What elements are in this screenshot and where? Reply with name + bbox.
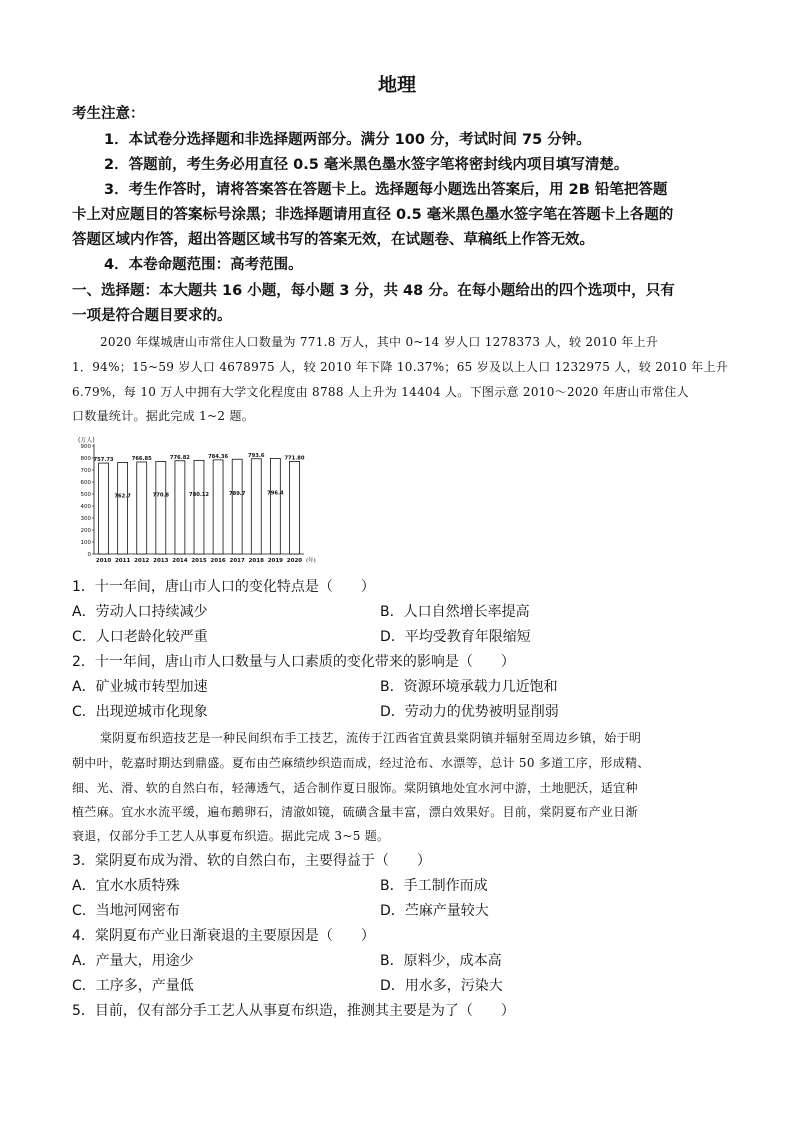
data-label-2010: 757.73 [93, 457, 114, 464]
question-4-option-b: B．原料少，成本高 [380, 953, 502, 969]
y-tick-label: 500 [80, 492, 91, 498]
notice-item-1: 1．本试卷分选择题和非选择题两部分。满分 100 分，考试时间 75 分钟。 [104, 132, 591, 148]
y-axis-label: (万人) [78, 437, 95, 444]
question-1-option-c: C．人口老龄化较严重 [72, 629, 208, 645]
x-tick-label-2018: 2018 [248, 558, 264, 564]
passage2-line-2: 朝中叶，乾嘉时期达到鼎盛。夏布由苎麻绩纱织造而成，经过沧布、水漂等，总计 50 多道工序，形成精、 [72, 756, 650, 770]
notice-item-2: 2．答题前，考生务必用直径 0.5 毫米黑色墨水签字笔将密封线内项目填写清楚。 [104, 157, 629, 173]
passage2-line-1: 棠阴夏布织造技艺是一种民间织布手工技艺，流传于江西省宜黄县棠阴镇并辐射至周边乡镇，始于明 [100, 731, 642, 745]
passage2-line-5: 衰退，仅部分手工艺人从事夏布织造。据此完成 3~5 题。 [72, 829, 390, 843]
question-2-option-c: C．出现逆城市化现象 [72, 704, 208, 720]
data-label-2018: 793.6 [248, 452, 265, 459]
question-1-stem: 1．十一年间，唐山市人口的变化特点是（ ） [72, 579, 375, 595]
notice-item-4: 4．本卷命题范围：高考范围。 [104, 257, 303, 273]
question-2-option-d: D．劳动力的优势被明显削弱 [380, 704, 559, 720]
question-1-option-d: D．平均受教育年限缩短 [380, 629, 531, 645]
question-4-option-c: C．工序多，产量低 [72, 978, 194, 994]
question-3-option-b: B．手工制作而成 [380, 878, 488, 894]
bar-2020 [289, 461, 299, 554]
exam-title: 地理 [377, 74, 416, 96]
bar-2014 [175, 461, 185, 554]
y-tick-label: 100 [80, 540, 91, 546]
bar-2011 [118, 462, 128, 554]
x-tick-label-2016: 2016 [210, 558, 226, 564]
data-label-2020: 771.80 [284, 455, 305, 462]
y-tick-label: 0 [87, 552, 91, 558]
question-3-option-a: A．宜水水质特殊 [72, 878, 180, 894]
bar-2017 [232, 459, 242, 554]
x-tick-label-2010: 2010 [95, 558, 112, 564]
y-tick-label: 600 [80, 480, 91, 486]
data-label-2013: 770.8 [152, 492, 170, 499]
x-tick-label-2019: 2019 [267, 558, 284, 564]
bar-2019 [270, 458, 280, 554]
section-heading-line-2: 一项是符合题目要求的。 [72, 308, 232, 324]
notice-item-3-cont-1: 卡上对应题目的答案标号涂黑；非选择题请用直径 0.5 毫米黑色墨水签字笔在答题卡上各题的 [72, 207, 674, 223]
passage2-line-4: 植苎麻。宜水水流平缓，遍布鹅卵石，清澈如镜，硫磺含量丰富，漂白效果好。目前，棠阴夏布产业日渐 [72, 805, 638, 819]
data-label-2016: 784.36 [208, 453, 229, 460]
data-label-2015: 780.12 [188, 491, 210, 498]
x-tick-label-2011: 2011 [114, 558, 131, 564]
passage2-line-3: 细、光、滑、软的自然白布，轻薄透气，适合制作夏日服饰。棠阴镇地处宜水河中游，土地肥沃，适宜种 [72, 781, 638, 795]
x-tick-label-2017: 2017 [229, 558, 245, 564]
y-tick-label: 200 [80, 528, 91, 534]
x-tick-label-2013: 2013 [153, 558, 169, 564]
y-tick-label: 300 [80, 516, 91, 522]
question-2-option-b: B．资源环境承载力几近饱和 [380, 679, 558, 695]
bar-2010 [99, 463, 109, 554]
bar-2013 [156, 462, 166, 554]
y-tick-label: 800 [80, 456, 91, 462]
y-tick-label: 900 [80, 444, 91, 450]
data-label-2014: 776.82 [169, 454, 190, 461]
y-tick-label: 400 [80, 504, 91, 510]
question-3-option-d: D．苎麻产量较大 [380, 903, 489, 919]
question-3-option-c: C．当地河网密布 [72, 903, 180, 919]
question-1-option-a: A．劳动人口持续减少 [72, 604, 208, 620]
data-label-2012: 766.85 [131, 455, 152, 462]
notice-item-3-cont-2: 答题区域内作答，超出答题区域书写的答案无效，在试题卷、草稿纸上作答无效。 [72, 232, 594, 248]
question-5-stem: 5．目前，仅有部分手工艺人从事夏布织造，推测其主要是为了（ ） [72, 1003, 515, 1019]
question-3-stem: 3．棠阴夏布成为滑、软的自然白布，主要得益于（ ） [72, 853, 431, 869]
bar-2018 [251, 459, 261, 554]
passage1-line-4: 口数量统计。据此完成 1~2 题。 [72, 409, 255, 423]
notice-item-3: 3．考生作答时，请将答案答在答题卡上。选择题每小题选出答案后，用 2B 铅笔把答题 [104, 182, 668, 198]
population-bar-chart [72, 432, 322, 572]
notice-heading: 考生注意： [72, 106, 145, 122]
x-tick-label-2015: 2015 [191, 558, 207, 564]
question-2-option-a: A．矿业城市转型加速 [72, 679, 208, 695]
bar-2015 [194, 460, 204, 554]
question-4-option-d: D．用水多，污染大 [380, 978, 503, 994]
x-tick-label-2014: 2014 [172, 558, 188, 564]
data-label-2017: 789.7 [228, 491, 246, 498]
x-tick-label-2020: 2020 [286, 558, 303, 564]
passage1-line-1: 2020 年煤城唐山市常住人口数量为 771.8 万人，其中 0~14 岁人口 1278373 人，较 2010 年上升 [100, 335, 659, 349]
data-label-2019: 796.4 [267, 490, 284, 497]
section-heading-line-1: 一、选择题：本大题共 16 小题，每小题 3 分，共 48 分。在每小题给出的四个选项中，只有 [72, 283, 675, 299]
x-axis-unit: (年) [306, 558, 316, 564]
question-4-stem: 4．棠阴夏布产业日渐衰退的主要原因是（ ） [72, 928, 375, 944]
data-label-2011: 762.7 [114, 493, 131, 500]
bar-2016 [213, 460, 223, 554]
passage1-line-3: 6.79%，每 10 万人中拥有大学文化程度由 8788 人上升为 14404 人。下图示意 2010～2020 年唐山市常住人 [72, 385, 689, 399]
question-2-stem: 2．十一年间，唐山市人口数量与人口素质的变化带来的影响是（ ） [72, 654, 515, 670]
x-tick-label-2012: 2012 [134, 558, 150, 564]
bar-2012 [137, 462, 147, 554]
passage1-line-2: 1．94%；15~59 岁人口 4678975 人，较 2010 年下降 10.37%；65 岁及以上人口 1232975 人，较 2010 年上升 [72, 360, 729, 374]
question-1-option-b: B．人口自然增长率提高 [380, 604, 530, 620]
y-tick-label: 700 [80, 468, 91, 474]
question-4-option-a: A．产量大，用途少 [72, 953, 194, 969]
